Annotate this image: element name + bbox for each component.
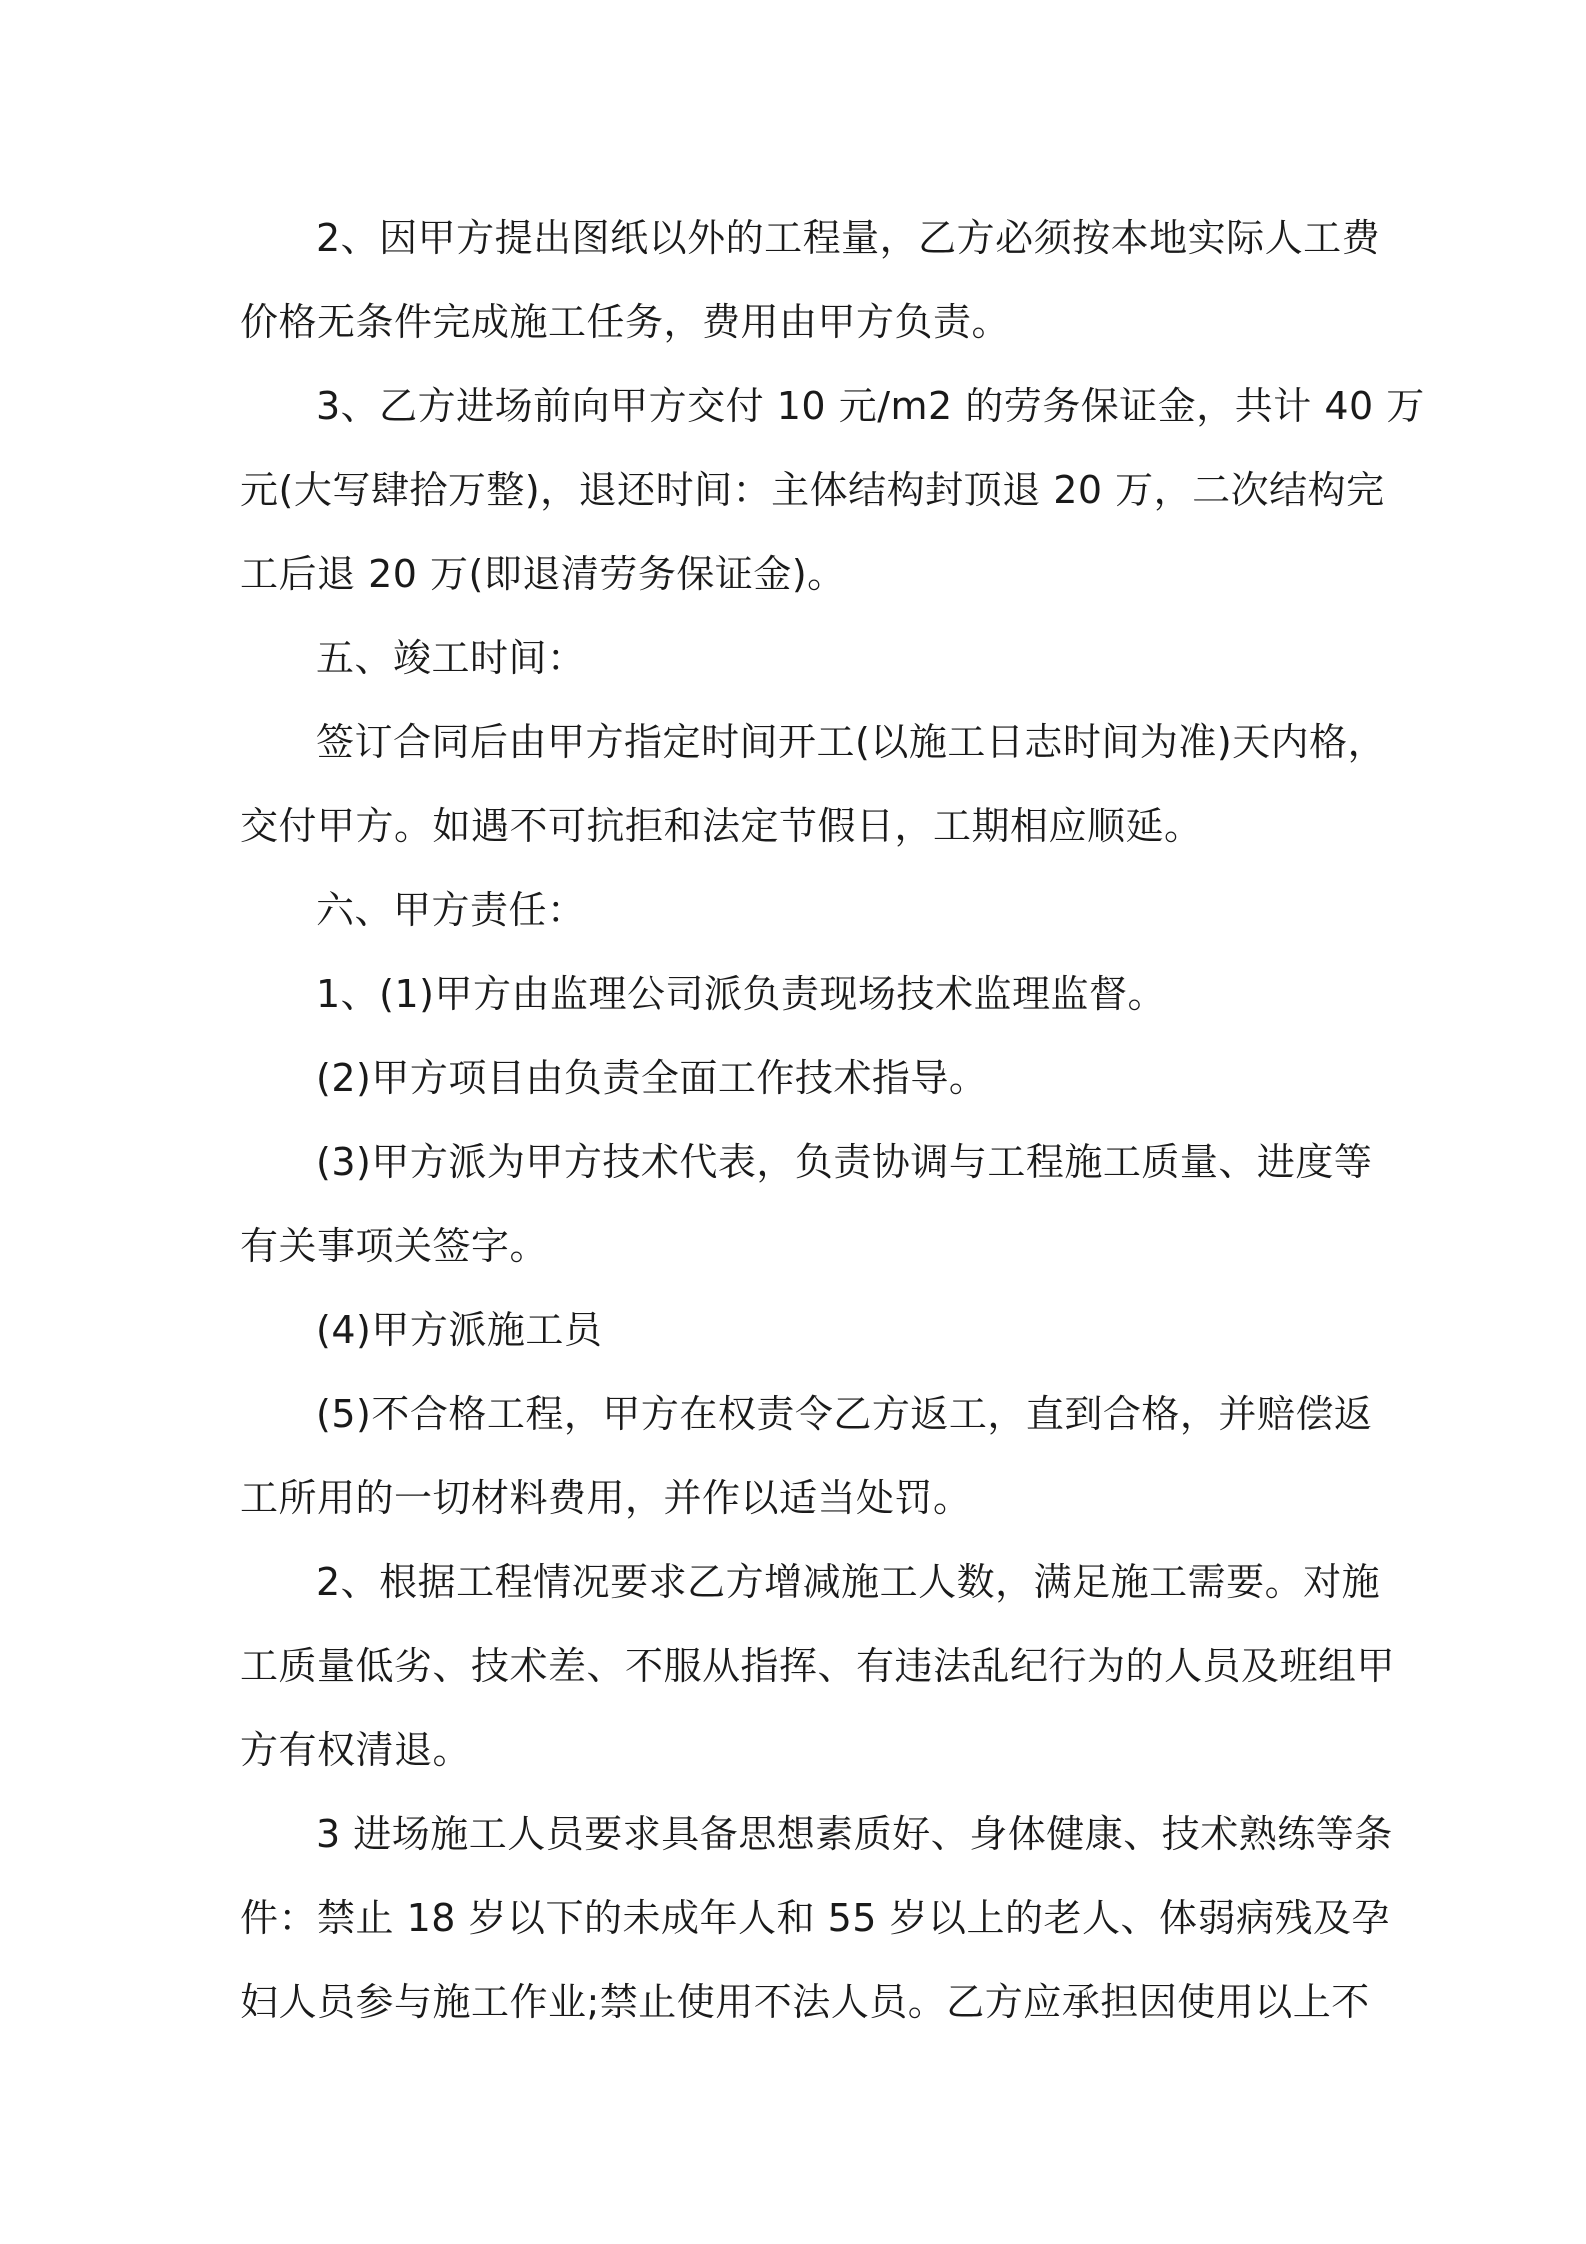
section-heading-completion-time bbox=[240, 616, 1350, 700]
text-line: 交付甲方。如遇不可抗拒和法定节假日，工期相应顺延。 bbox=[240, 804, 1203, 848]
text-line: 工后退 20 万(即退清劳务保证金)。 bbox=[240, 552, 846, 596]
paragraph-p7 bbox=[240, 1036, 1350, 1120]
text-line: 签订合同后由甲方指定时间开工(以施工日志时间为准)天内格， bbox=[316, 720, 1387, 764]
text-line: 元(大写肆拾万整)，退还时间：主体结构封顶退 20 万，二次结构完 bbox=[240, 468, 1385, 512]
text-line: 1、(1)甲方由监理公司派负责现场技术监理监督。 bbox=[316, 972, 1167, 1016]
text-line: (3)甲方派为甲方技术代表，负责协调与工程施工质量、进度等 bbox=[316, 1140, 1373, 1184]
paragraph-p11 bbox=[240, 1540, 1396, 1792]
paragraph-p10 bbox=[240, 1372, 1373, 1540]
text-line: 五、竣工时间： bbox=[316, 636, 586, 680]
text-line: 方有权清退。 bbox=[240, 1728, 472, 1772]
section-heading-party-a-responsibility bbox=[240, 868, 1350, 952]
paragraph-p8 bbox=[240, 1120, 1373, 1288]
paragraph-p4 bbox=[240, 700, 1387, 868]
text-line: 工质量低劣、技术差、不服从指挥、有违法乱纪行为的人员及班组甲 bbox=[240, 1644, 1396, 1688]
text-line: 3 进场施工人员要求具备思想素质好、身体健康、技术熟练等条 bbox=[316, 1812, 1393, 1856]
text-line: 工所用的一切材料费用，并作以适当处罚。 bbox=[240, 1476, 972, 1520]
text-line: 3、乙方进场前向甲方交付 10 元/m2 的劳务保证金，共计 40 万 bbox=[316, 384, 1425, 428]
paragraph-p2 bbox=[240, 364, 1425, 616]
paragraph-p12 bbox=[240, 1792, 1393, 2044]
text-line: 2、根据工程情况要求乙方增减施工人数，满足施工需要。对施 bbox=[316, 1560, 1381, 1604]
text-line: 妇人员参与施工作业;禁止使用不法人员。乙方应承担因使用以上不 bbox=[240, 1980, 1370, 2024]
text-line: 2、因甲方提出图纸以外的工程量，乙方必须按本地实际人工费 bbox=[316, 216, 1381, 260]
text-line: (4)甲方派施工员 bbox=[316, 1308, 603, 1352]
text-line: 六、甲方责任： bbox=[316, 888, 586, 932]
paragraph-p9 bbox=[240, 1288, 1350, 1372]
document-body bbox=[240, 196, 1425, 2044]
text-line: (5)不合格工程，甲方在权责令乙方返工，直到合格，并赔偿返 bbox=[316, 1392, 1373, 1436]
text-line: 价格无条件完成施工任务，费用由甲方负责。 bbox=[240, 300, 1011, 344]
paragraph-p1 bbox=[240, 196, 1381, 364]
text-line: 件：禁止 18 岁以下的未成年人和 55 岁以上的老人、体弱病残及孕 bbox=[240, 1896, 1391, 1940]
paragraph-p6 bbox=[240, 952, 1350, 1036]
text-line: 有关事项关签字。 bbox=[240, 1224, 549, 1268]
text-line: (2)甲方项目由负责全面工作技术指导。 bbox=[316, 1056, 988, 1100]
